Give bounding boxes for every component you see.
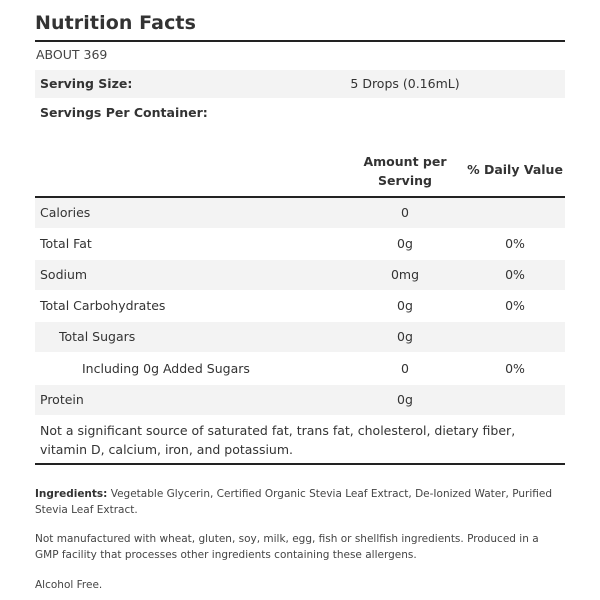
nutrient-amount: 0g	[397, 236, 413, 251]
nutrient-label: Sodium	[40, 267, 88, 282]
nutrient-amount: 0g	[397, 298, 413, 313]
nutrient-daily-value: 0%	[505, 236, 525, 251]
page-title: Nutrition Facts	[35, 12, 197, 34]
ingredients-label: Ingredients:	[35, 488, 108, 500]
servings-per-container-row	[35, 99, 565, 127]
serving-size-label: Serving Size:	[40, 76, 133, 91]
nutrient-amount: 0	[401, 361, 409, 376]
serving-size-row	[35, 70, 565, 98]
nutrient-label: Calories	[40, 205, 91, 220]
amount-header-line2: Serving	[378, 173, 432, 188]
about-servings-text: ABOUT 369	[36, 47, 108, 62]
amount-header-line1: Amount per	[363, 154, 447, 169]
allergen-statement: Not manufactured with wheat, gluten, soy, milk, egg, fish or shellfish ingredients. Produced in a GMP facility that processes other ingredients containing these allergens.	[35, 533, 539, 561]
nutrient-daily-value: 0%	[505, 361, 525, 376]
nutrient-row-calories	[35, 198, 565, 228]
nutrient-daily-value: 0%	[505, 267, 525, 282]
nutrient-amount: 0	[401, 205, 409, 220]
title-divider	[35, 40, 565, 42]
nutrient-amount: 0mg	[390, 267, 420, 282]
amount-per-serving-header	[363, 152, 447, 190]
nutrient-label: Protein	[40, 392, 84, 407]
serving-size-value: 5 Drops (0.16mL)	[350, 76, 460, 91]
nutrient-amount: 0g	[397, 329, 413, 344]
ingredients-list: Vegetable Glycerin, Certified Organic Stevia Leaf Extract, De-Ionized Water, Purified Stevia Leaf Extract.	[35, 488, 552, 516]
nutrient-label: Total Fat	[40, 236, 92, 251]
nutrient-row-protein	[35, 385, 565, 415]
daily-value-header: % Daily Value	[467, 162, 563, 177]
nutrient-amount: 0g	[397, 392, 413, 407]
alcohol-free-statement: Alcohol Free.	[35, 579, 103, 591]
nutrient-row-added-sugars	[35, 354, 565, 384]
nutrient-label: Including 0g Added Sugars	[82, 361, 250, 376]
nutrient-daily-value: 0%	[505, 298, 525, 313]
nutrient-row-total-sugars	[35, 322, 565, 352]
nutrient-row-total-carbohydrates	[35, 291, 565, 321]
nutrient-label: Total Sugars	[59, 329, 136, 344]
nutrient-row-sodium	[35, 260, 565, 290]
nutrient-row-total-fat	[35, 229, 565, 259]
not-significant-source-note: Not a significant source of saturated fat, trans fat, cholesterol, dietary fiber, vitamin D, calcium, iron, and potassium.	[40, 423, 516, 457]
nutrient-label: Total Carbohydrates	[40, 298, 166, 313]
ingredients-text	[35, 486, 565, 518]
servings-per-container-label: Servings Per Container:	[40, 105, 208, 120]
footnote-divider	[35, 463, 565, 465]
